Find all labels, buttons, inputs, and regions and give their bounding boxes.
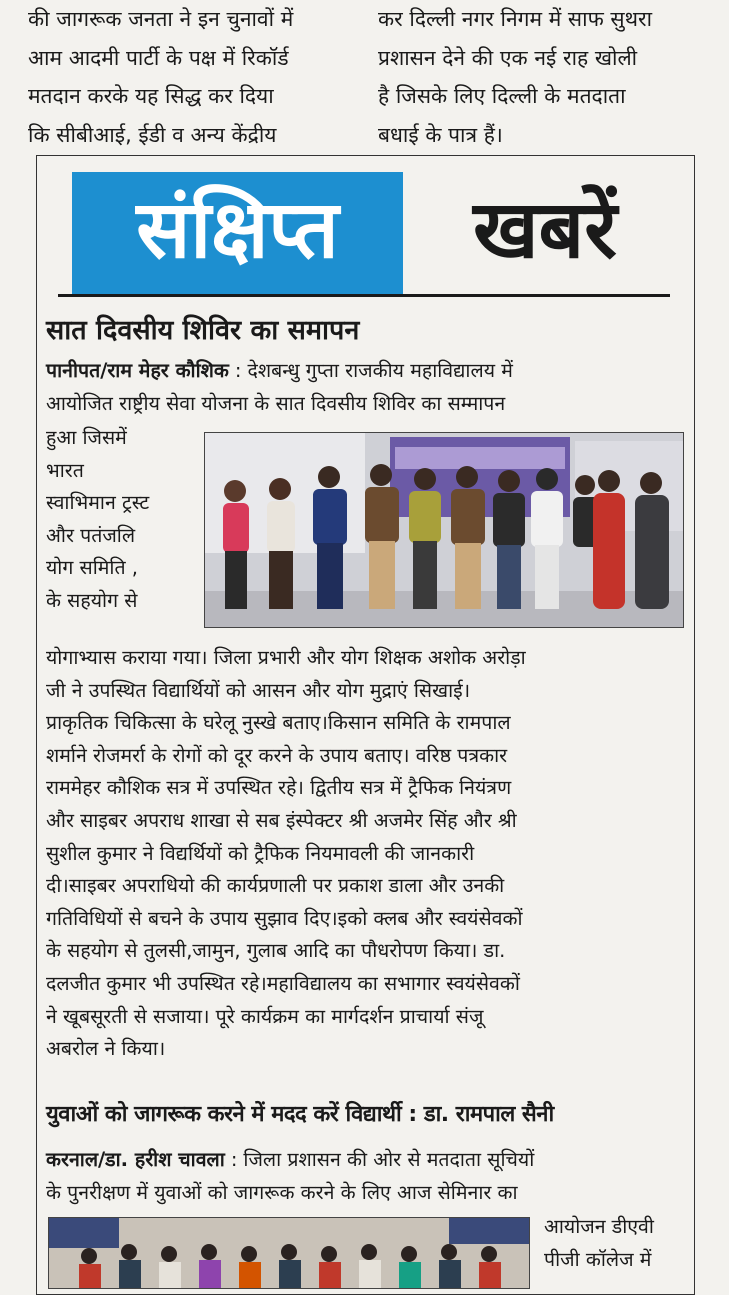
story2-line1: जिला प्रशासन की ओर से मतदाता सूचियों <box>243 1148 535 1171</box>
text-line: प्राकृतिक चिकित्सा के घरेलू नुस्खे बताए।किसान समिति के रामपाल <box>46 711 511 735</box>
text-line: अबरोल ने किया। <box>46 1037 166 1061</box>
text-line: आयोजित राष्ट्रीय सेवा योजना के सात दिवसीय शिविर का सम्मापन <box>46 391 506 415</box>
text-line: की जागरूक जनता ने इन चुनावों में <box>28 7 294 31</box>
text-line: आम आदमी पार्टी के पक्ष में रिकॉर्ड <box>28 45 289 70</box>
text-line: गतिविधियों से बचने के उपाय सुझाव दिए।इको क्लब और स्वयंसेवकों <box>46 906 523 930</box>
masthead-word-2: खबरें <box>473 183 617 276</box>
story1-headline: सात दिवसीय शिविर का समापन <box>46 315 360 346</box>
story2-headline: युवाओं को जागरूक करने में मदद करें विद्यार्थी : डा. रामपाल सैनी <box>46 1102 554 1127</box>
text-line: कि सीबीआई, ईडी व अन्य केंद्रीय <box>28 122 277 147</box>
story1-wrapped-text <box>46 422 149 618</box>
text-line: ने खूबसूरती से सजाया। पूरे कार्यक्रम का मार्गदर्शन प्राचार्या संजू <box>46 1004 484 1028</box>
story1-dateline: पानीपत/राम मेहर कौशिक <box>46 359 229 382</box>
masthead-rule <box>58 294 670 297</box>
story2-wrapped-text <box>544 1211 654 1276</box>
text-line: योगाभ्यास कराया गया। जिला प्रभारी और योग शिक्षक अशोक अरोड़ा <box>46 646 526 669</box>
text-line: है जिसके लिए दिल्ली के मतदाता <box>378 84 626 108</box>
text-line: और साइबर अपराध शाखा से सब इंस्पेक्टर श्री अजमेर सिंह और श्री <box>46 808 517 832</box>
masthead-word-1: संक्षिप्त <box>136 183 339 276</box>
text-line: जी ने उपस्थित विद्यार्थियों को आसन और योग मुद्राएं सिखाई। <box>46 678 471 702</box>
prev-article-left-column <box>28 0 348 154</box>
text-line: हुआ जिसमें <box>46 426 127 449</box>
text-line: योग समिति , <box>46 556 138 580</box>
text-line <box>46 1144 534 1177</box>
text-line: के सहयोग से तुलसी,जामुन, गुलाब आदि का पौधरोपण किया। डा. <box>46 939 506 963</box>
text-line: आयोजन डीएवी <box>544 1215 654 1238</box>
text-line: स्वाभिमान ट्रस्ट <box>46 491 150 515</box>
text-line: दलजीत कुमार भी उपस्थित रहे।महाविद्यालय का सभागार स्वयंसेवकों <box>46 971 520 995</box>
text-line: के सहयोग से <box>46 588 138 612</box>
text-line: के पुनरीक्षण में युवाओं को जागरूक करने के लिए आज सेमिनार का <box>46 1180 518 1204</box>
story1-intro <box>46 355 513 420</box>
story1-body <box>46 642 526 1066</box>
text-line: राममेहर कौशिक सत्र में उपस्थित रहे। द्वितीय सत्र में ट्रैफिक नियंत्रण <box>46 776 512 800</box>
text-line: मतदान करके यह सिद्ध कर दिया <box>28 84 274 108</box>
text-line: भारत <box>46 458 84 482</box>
text-line: पीजी कॉलेज में <box>544 1247 652 1271</box>
prev-article-right-column <box>378 0 708 154</box>
text-line: दी।साइबर अपराधियो की कार्यप्रणाली पर प्रकाश डाला और उनकी <box>46 874 505 898</box>
story2-dateline: करनाल/डा. हरीश चावला <box>46 1148 225 1171</box>
story2-group-photo <box>48 1217 530 1289</box>
masthead-plain <box>414 172 676 294</box>
text-line: कर दिल्ली नगर निगम में साफ सुथरा <box>378 7 653 31</box>
seminar-photo-illustration <box>49 1218 529 1288</box>
text-line: प्रशासन देने की एक नई राह खोली <box>378 45 638 70</box>
text-line: और पतंजलि <box>46 523 136 547</box>
story1-line1: देशबन्धु गुप्ता राजकीय महाविद्यालय में <box>247 359 513 382</box>
text-line: सुशील कुमार ने विद्यर्थियों को ट्रैफिक नियमावली की जानकारी <box>46 841 475 865</box>
story1-group-photo <box>204 432 684 628</box>
group-photo-illustration <box>205 433 683 627</box>
text-line <box>46 355 513 388</box>
dateline-separator: : <box>234 359 242 382</box>
text-line: शर्माने रोजमर्रा के रोगों को दूर करने के उपाय बताए। वरिष्ठ पत्रकार <box>46 743 508 767</box>
text-line: बधाई के पात्र हैं। <box>378 122 503 147</box>
masthead-highlight <box>72 172 403 294</box>
dateline-separator: : <box>230 1148 238 1171</box>
story2-intro <box>46 1144 534 1209</box>
